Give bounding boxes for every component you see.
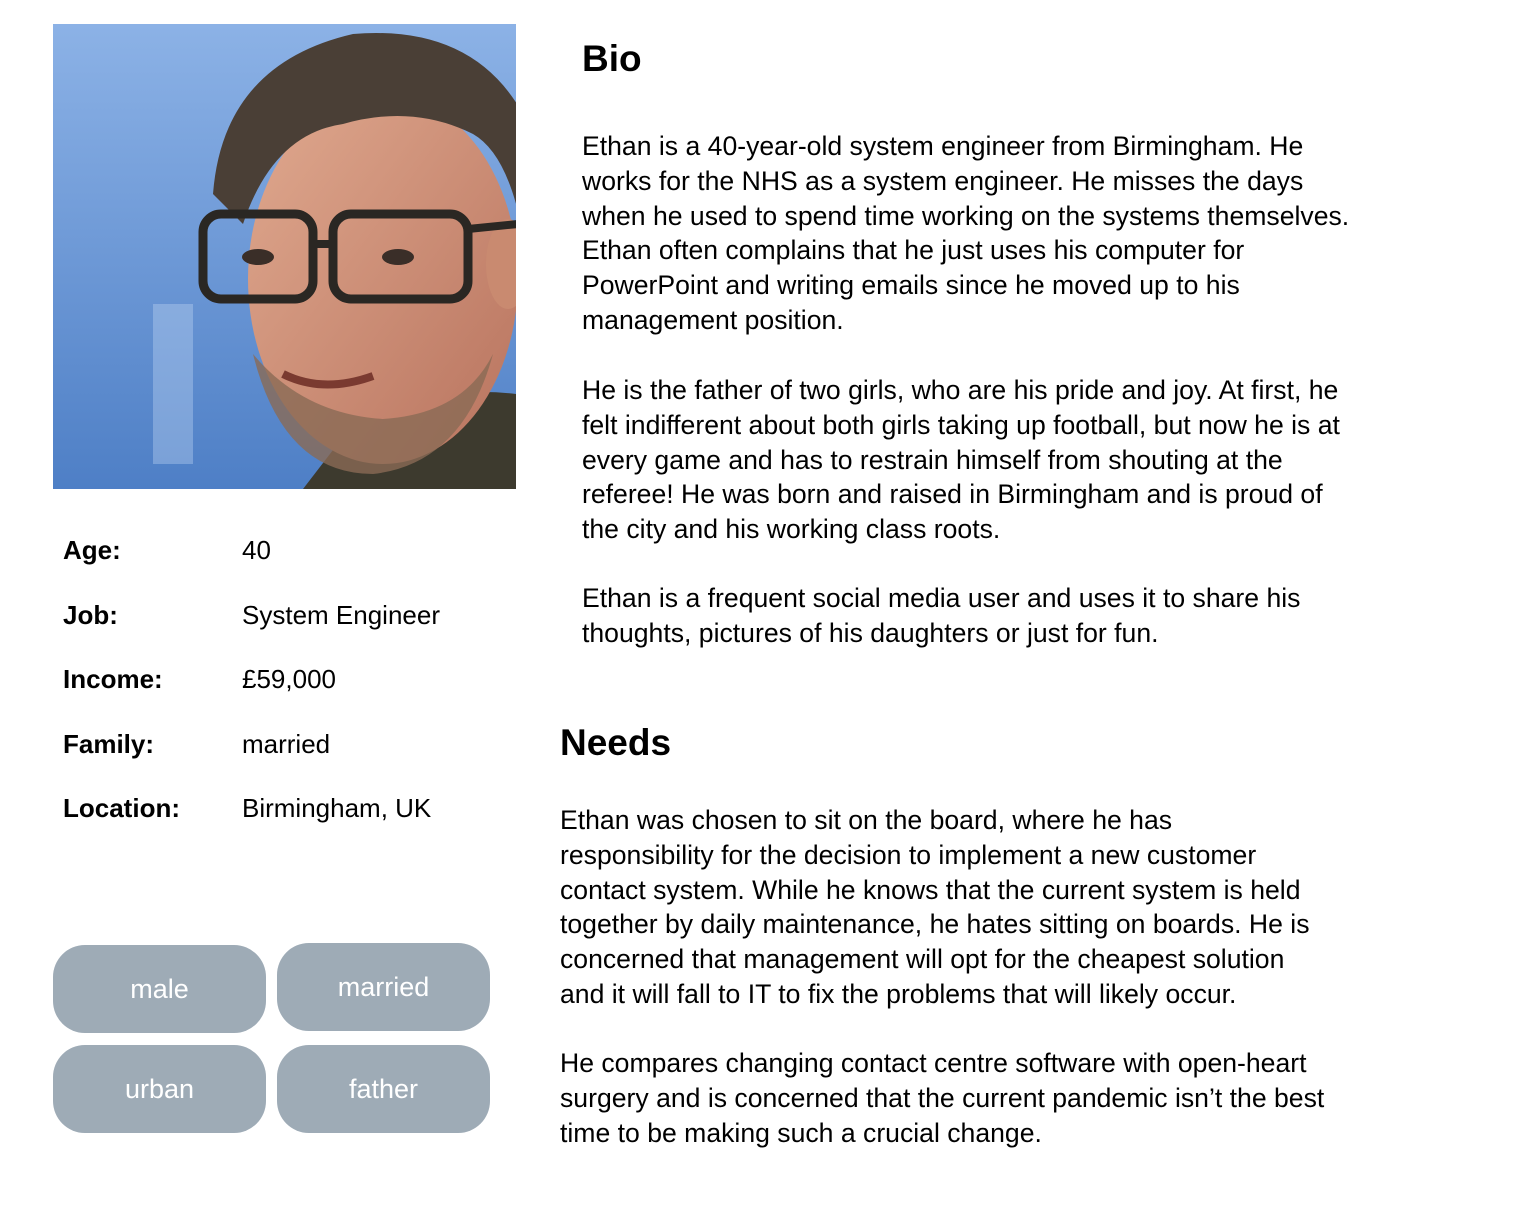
detail-value: 40	[242, 535, 271, 565]
detail-value: £59,000	[242, 664, 336, 694]
detail-label: Family:	[63, 728, 155, 759]
portrait-illustration	[53, 24, 516, 489]
needs-heading: Needs	[560, 722, 672, 763]
detail-row-age	[63, 530, 523, 595]
detail-value: married	[242, 728, 331, 759]
detail-label: Age:	[63, 535, 121, 565]
detail-label: Income:	[63, 664, 163, 694]
bio-paragraph-3: Ethan is a frequent social media user and uses it to share his thoughts, pictures of his daughters or just for fun.	[582, 583, 1301, 648]
tag-urban: urban	[53, 1045, 266, 1133]
needs-paragraph-1: Ethan was chosen to sit on the board, where he has responsibility for the decision to implement a new customer contact system. While he knows that the current system is held together by daily maintenance, he hates sitting on boards. He is concerned that management will opt for the cheapest solution and it will fall to IT to fix the problems that will likely occur.	[560, 805, 1310, 1009]
bio-heading: Bio	[582, 38, 642, 79]
detail-row-job	[63, 595, 523, 660]
needs-paragraph-2: He compares changing contact centre software with open-heart surgery and is concerned that the current pandemic isn’t the best time to be making such a crucial change.	[560, 1048, 1325, 1148]
tag-father: father	[277, 1045, 490, 1133]
bio-paragraph-2: He is the father of two girls, who are his pride and joy. At first, he felt indifferent about both girls taking up football, but now he is at every game and has to restrain himself from shouting at the referee! He was born and raised in Birmingham and is proud of the city and his working class roots.	[582, 375, 1340, 545]
detail-value: Birmingham, UK	[242, 793, 432, 823]
detail-row-income	[63, 659, 523, 724]
profile-photo	[53, 24, 516, 489]
detail-row-location	[63, 788, 523, 853]
detail-row-family	[63, 724, 523, 789]
detail-label: Job:	[63, 599, 118, 630]
detail-label: Location:	[63, 793, 180, 823]
detail-value: System Engineer	[242, 599, 440, 630]
tag-married: married	[277, 943, 490, 1031]
bio-paragraph-1: Ethan is a 40-year-old system engineer from Birmingham. He works for the NHS as a system engineer. He misses the days when he used to spend time working on the systems themselves. Ethan often complains that he just uses his computer for PowerPoint and writing emails since he moved up to his management position.	[582, 131, 1350, 335]
tag-male: male	[53, 945, 266, 1033]
persona-details	[63, 530, 523, 853]
